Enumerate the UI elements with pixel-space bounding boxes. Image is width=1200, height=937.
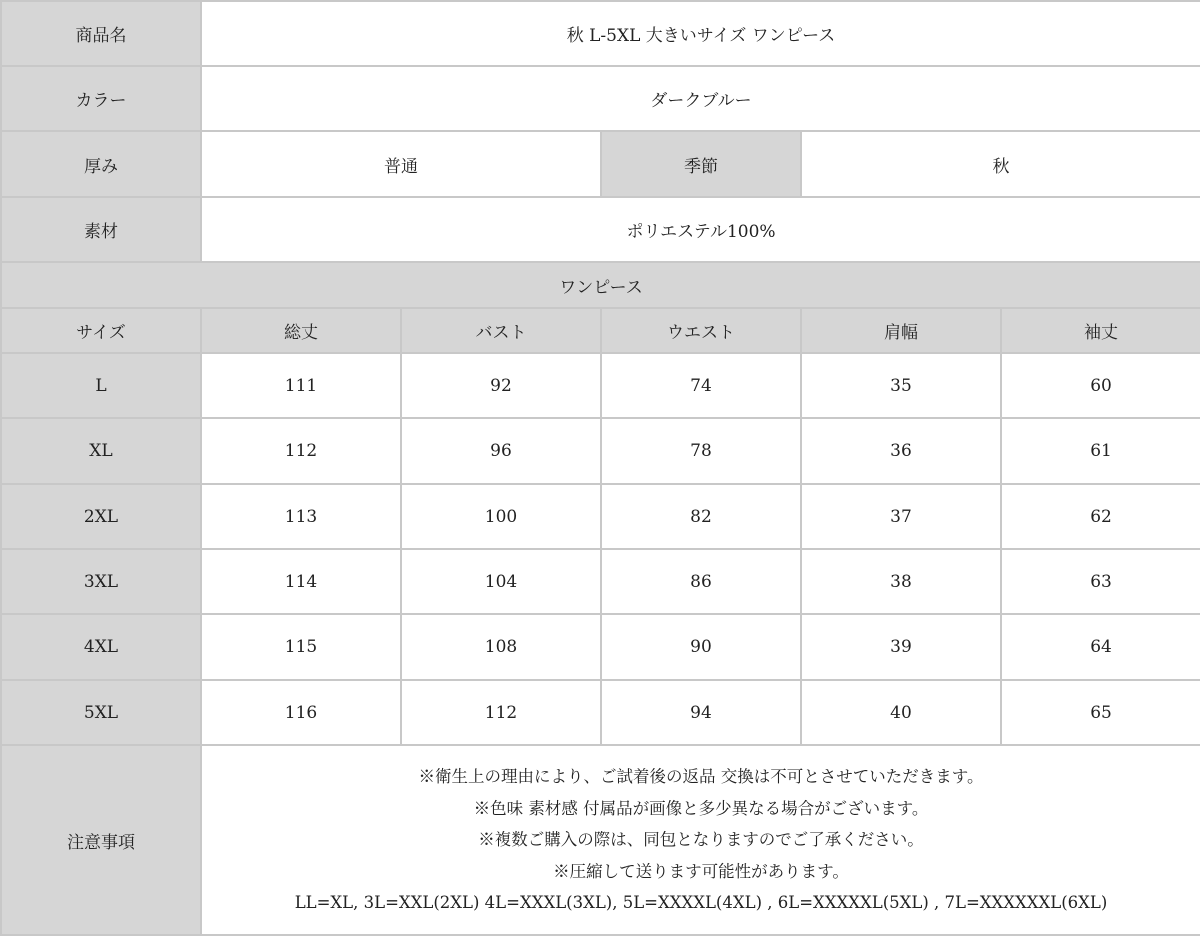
- thickness-value: 普通: [201, 131, 601, 197]
- color-value: ダークブルー: [201, 66, 1200, 131]
- table-row: [1, 353, 1200, 418]
- table-cell: 90: [601, 614, 801, 680]
- table-cell: 65: [1001, 680, 1200, 745]
- notes-label: 注意事項: [1, 745, 201, 935]
- notes-line: ※衛生上の理由により、ご試着後の返品 交換は不可とさせていただきます。: [418, 767, 984, 787]
- table-cell: 40: [801, 680, 1001, 745]
- table-cell: 114: [201, 549, 401, 614]
- table-cell: 78: [601, 418, 801, 484]
- table-cell: 100: [401, 484, 601, 549]
- table-cell: 96: [401, 418, 601, 484]
- table-cell: 86: [601, 549, 801, 614]
- row-notes: [1, 745, 1200, 935]
- table-cell: 64: [1001, 614, 1200, 680]
- table-row: [1, 680, 1200, 745]
- material-label: 素材: [1, 197, 201, 262]
- notes-line: ※複数ご購入の際は、同包となりますのでご了承ください。: [478, 830, 924, 850]
- product-name-label: 商品名: [1, 1, 201, 66]
- size-table-title: ワンピース: [1, 262, 1200, 308]
- table-cell: 35: [801, 353, 1001, 418]
- table-row: [1, 614, 1200, 680]
- notes-line: LL=XL, 3L=XXL(2XL) 4L=XXXL(3XL), 5L=XXXXL(4XL) , 6L=XXXXXL(5XL) , 7L=XXXXXXL(6XL): [294, 893, 1108, 913]
- notes-content: [201, 745, 1200, 935]
- row-material: [1, 197, 1200, 262]
- table-cell: 112: [201, 418, 401, 484]
- size-name-cell: 5XL: [1, 680, 201, 745]
- size-header-cell: サイズ: [1, 308, 201, 353]
- table-row: [1, 484, 1200, 549]
- size-header-cell: ウエスト: [601, 308, 801, 353]
- size-name-cell: XL: [1, 418, 201, 484]
- size-name-cell: 3XL: [1, 549, 201, 614]
- table-cell: 61: [1001, 418, 1200, 484]
- size-name-cell: 4XL: [1, 614, 201, 680]
- size-header-row: [1, 308, 1200, 353]
- row-size-title: [1, 262, 1200, 308]
- table-cell: 63: [1001, 549, 1200, 614]
- table-row: [1, 549, 1200, 614]
- table-cell: 74: [601, 353, 801, 418]
- row-product-name: [1, 1, 1200, 66]
- size-name-cell: 2XL: [1, 484, 201, 549]
- table-cell: 112: [401, 680, 601, 745]
- season-value: 秋: [801, 131, 1200, 197]
- row-thickness-season: [1, 131, 1200, 197]
- size-header-cell: バスト: [401, 308, 601, 353]
- size-header-cell: 総丈: [201, 308, 401, 353]
- table-cell: 60: [1001, 353, 1200, 418]
- material-value: ポリエステル100%: [201, 197, 1200, 262]
- table-cell: 116: [201, 680, 401, 745]
- table-cell: 94: [601, 680, 801, 745]
- table-cell: 38: [801, 549, 1001, 614]
- table-cell: 37: [801, 484, 1001, 549]
- color-label: カラー: [1, 66, 201, 131]
- notes-line: ※色味 素材感 付属品が画像と多少異なる場合がございます。: [473, 798, 929, 818]
- size-name-cell: L: [1, 353, 201, 418]
- table-cell: 92: [401, 353, 601, 418]
- thickness-label: 厚み: [1, 131, 201, 197]
- size-header-cell: 肩幅: [801, 308, 1001, 353]
- season-label: 季節: [601, 131, 801, 197]
- table-cell: 62: [1001, 484, 1200, 549]
- table-cell: 82: [601, 484, 801, 549]
- notes-line: ※圧縮して送ります可能性があります。: [553, 861, 849, 881]
- table-cell: 111: [201, 353, 401, 418]
- table-cell: 113: [201, 484, 401, 549]
- table-cell: 104: [401, 549, 601, 614]
- row-color: [1, 66, 1200, 131]
- product-name-value: 秋 L-5XL 大きいサイズ ワンピース: [201, 1, 1200, 66]
- table-cell: 36: [801, 418, 1001, 484]
- table-cell: 115: [201, 614, 401, 680]
- size-header-cell: 袖丈: [1001, 308, 1200, 353]
- table-row: [1, 418, 1200, 484]
- table-cell: 39: [801, 614, 1001, 680]
- table-cell: 108: [401, 614, 601, 680]
